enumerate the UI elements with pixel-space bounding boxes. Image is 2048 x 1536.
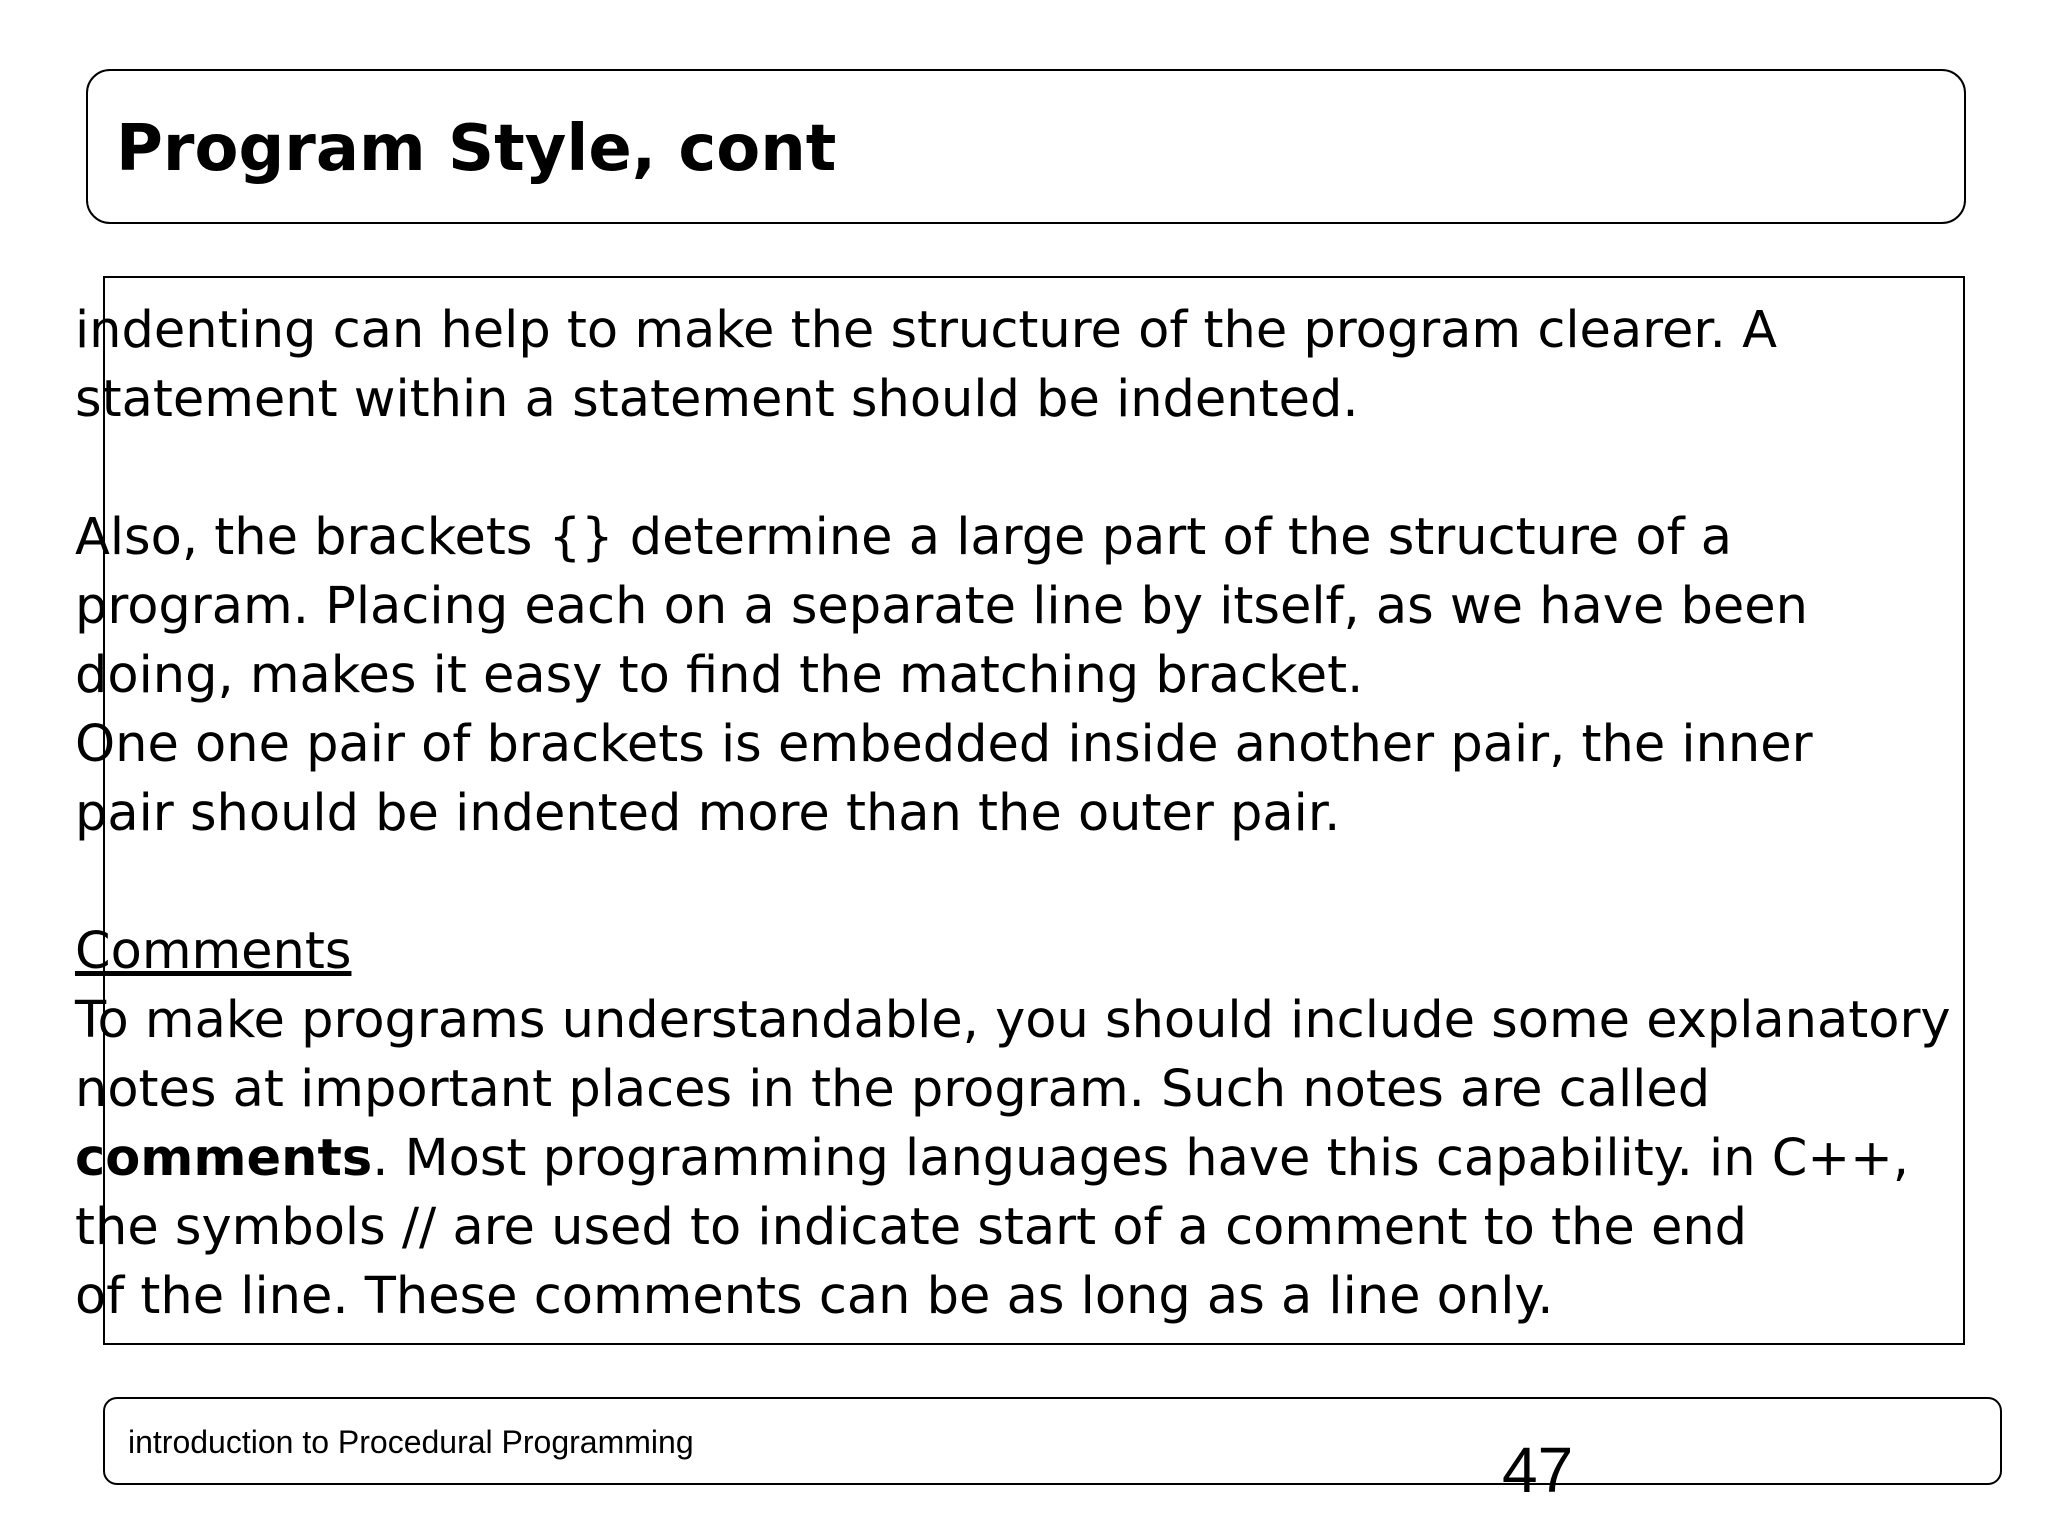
body-line: pair should be indented more than the outer pair. bbox=[75, 784, 1341, 843]
body-line: notes at important places in the program. Such notes are called bbox=[75, 1060, 1711, 1119]
body-line: One one pair of brackets is embedded inside another pair, the inner bbox=[75, 715, 1813, 774]
body-line: To make programs understandable, you should include some explanatory bbox=[75, 991, 1951, 1050]
body-line: indenting can help to make the structure of the program clearer. A bbox=[75, 301, 1777, 360]
slide-title: Program Style, cont bbox=[116, 112, 837, 186]
paragraph-gap bbox=[75, 434, 2015, 503]
body-line: program. Placing each on a separate line by itself, as we have been bbox=[75, 577, 1809, 636]
footer-box bbox=[103, 1397, 2002, 1485]
slide-body bbox=[75, 296, 2015, 1331]
body-line: Also, the brackets {} determine a large part of the structure of a bbox=[75, 508, 1733, 567]
body-line: statement within a statement should be indented. bbox=[75, 370, 1359, 429]
section-heading-line bbox=[75, 917, 2015, 986]
body-line: of the line. These comments can be as long as a line only. bbox=[75, 1267, 1554, 1326]
paragraph-gap bbox=[75, 848, 2015, 917]
comments-heading: Comments bbox=[75, 922, 352, 981]
body-line-rest: . Most programming languages have this capability. in C++, bbox=[372, 1129, 1910, 1188]
body-line: doing, makes it easy to find the matching bracket. bbox=[75, 646, 1364, 705]
course-title: introduction to Procedural Programming bbox=[128, 1424, 694, 1460]
comments-term: comments bbox=[75, 1129, 373, 1188]
title-box bbox=[86, 69, 1966, 224]
body-line: the symbols // are used to indicate start of a comment to the end bbox=[75, 1198, 1748, 1257]
body-line bbox=[75, 1124, 2015, 1193]
page-number: 47 bbox=[1502, 1434, 1574, 1506]
